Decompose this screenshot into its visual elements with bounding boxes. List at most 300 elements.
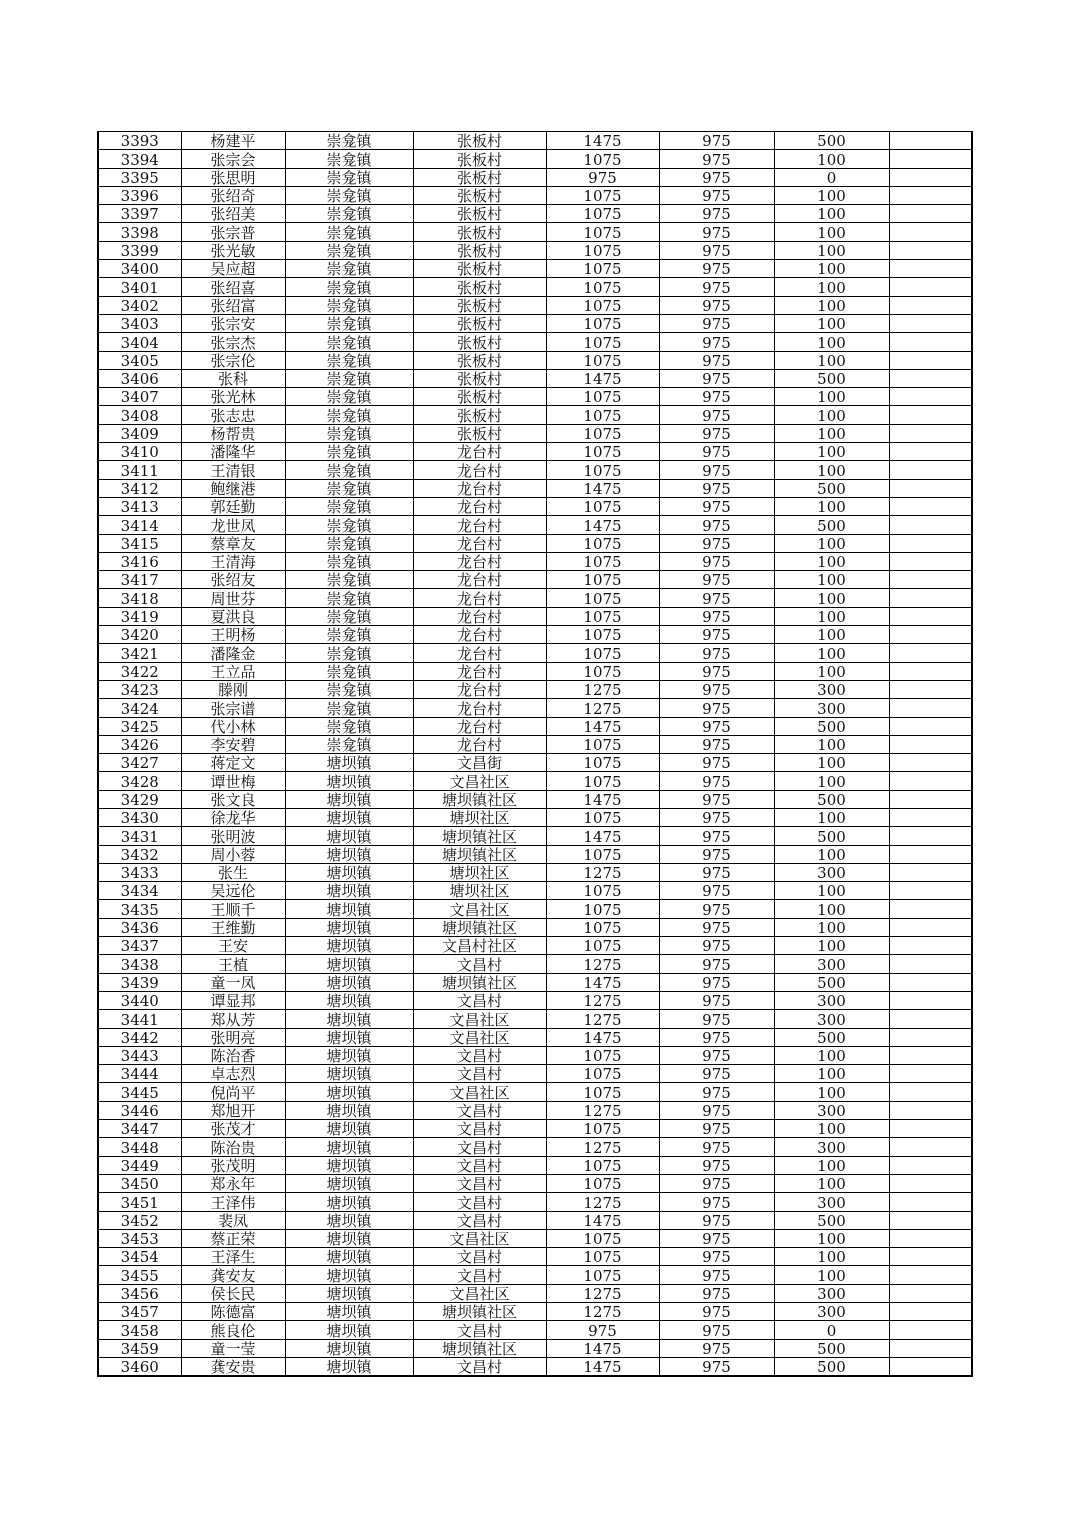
difference-cell: 100 (774, 278, 889, 296)
amount-a-cell: 1075 (546, 424, 659, 442)
table-row (98, 1193, 972, 1211)
name-cell: 谭显邦 (181, 991, 285, 1009)
difference-cell: 100 (774, 260, 889, 278)
row-number-cell: 3412 (98, 479, 181, 497)
row-number-cell: 3435 (98, 900, 181, 918)
table-row (98, 534, 972, 552)
row-number-cell: 3420 (98, 626, 181, 644)
village-cell: 塘坝社区 (413, 882, 546, 900)
difference-cell: 100 (774, 808, 889, 826)
table-row (98, 607, 972, 625)
amount-b-cell: 975 (659, 626, 774, 644)
name-cell: 郭廷勤 (181, 497, 285, 515)
table-row (98, 589, 972, 607)
remark-cell (889, 1010, 972, 1028)
amount-a-cell: 1075 (546, 223, 659, 241)
amount-a-cell: 1075 (546, 571, 659, 589)
town-cell: 崇龛镇 (285, 461, 413, 479)
remark-cell (889, 260, 972, 278)
village-cell: 塘坝镇社区 (413, 918, 546, 936)
village-cell: 文昌社区 (413, 1083, 546, 1101)
town-cell: 崇龛镇 (285, 132, 413, 150)
amount-b-cell: 975 (659, 1229, 774, 1247)
town-cell: 塘坝镇 (285, 1303, 413, 1321)
town-cell: 塘坝镇 (285, 1101, 413, 1119)
town-cell: 塘坝镇 (285, 1266, 413, 1284)
table-row (98, 1211, 972, 1229)
amount-b-cell: 975 (659, 479, 774, 497)
remark-cell (889, 333, 972, 351)
amount-b-cell: 975 (659, 827, 774, 845)
name-cell: 裴凤 (181, 1211, 285, 1229)
difference-cell: 500 (774, 1357, 889, 1376)
amount-a-cell: 1075 (546, 497, 659, 515)
amount-a-cell: 1075 (546, 186, 659, 204)
amount-a-cell: 1075 (546, 845, 659, 863)
row-number-cell: 3404 (98, 333, 181, 351)
difference-cell: 100 (774, 351, 889, 369)
amount-a-cell: 1275 (546, 1010, 659, 1028)
amount-a-cell: 1075 (546, 1065, 659, 1083)
name-cell: 王顺千 (181, 900, 285, 918)
town-cell: 塘坝镇 (285, 1229, 413, 1247)
remark-cell (889, 607, 972, 625)
remark-cell (889, 205, 972, 223)
amount-b-cell: 975 (659, 1120, 774, 1138)
name-cell: 王植 (181, 955, 285, 973)
remark-cell (889, 644, 972, 662)
village-cell: 张板村 (413, 278, 546, 296)
name-cell: 陈德富 (181, 1303, 285, 1321)
table-row (98, 1357, 972, 1376)
difference-cell: 100 (774, 571, 889, 589)
remark-cell (889, 241, 972, 259)
amount-b-cell: 975 (659, 132, 774, 150)
town-cell: 崇龛镇 (285, 699, 413, 717)
amount-b-cell: 975 (659, 808, 774, 826)
amount-b-cell: 975 (659, 918, 774, 936)
difference-cell: 100 (774, 1083, 889, 1101)
table-body (98, 132, 972, 1377)
village-cell: 张板村 (413, 333, 546, 351)
town-cell: 塘坝镇 (285, 1120, 413, 1138)
village-cell: 文昌村 (413, 1248, 546, 1266)
difference-cell: 300 (774, 863, 889, 881)
table-row (98, 223, 972, 241)
table-row (98, 973, 972, 991)
village-cell: 文昌村 (413, 1065, 546, 1083)
remark-cell (889, 351, 972, 369)
amount-a-cell: 1075 (546, 406, 659, 424)
remark-cell (889, 918, 972, 936)
amount-b-cell: 975 (659, 1284, 774, 1302)
amount-a-cell: 1475 (546, 516, 659, 534)
amount-a-cell: 1275 (546, 1193, 659, 1211)
amount-a-cell: 1075 (546, 900, 659, 918)
row-number-cell: 3452 (98, 1211, 181, 1229)
remark-cell (889, 735, 972, 753)
row-number-cell: 3401 (98, 278, 181, 296)
amount-a-cell: 1075 (546, 205, 659, 223)
town-cell: 塘坝镇 (285, 1174, 413, 1192)
row-number-cell: 3399 (98, 241, 181, 259)
village-cell: 文昌社区 (413, 772, 546, 790)
table-row (98, 571, 972, 589)
amount-b-cell: 975 (659, 1266, 774, 1284)
difference-cell: 300 (774, 991, 889, 1009)
village-cell: 龙台村 (413, 735, 546, 753)
amount-a-cell: 1475 (546, 479, 659, 497)
town-cell: 崇龛镇 (285, 516, 413, 534)
name-cell: 蔡正荣 (181, 1229, 285, 1247)
name-cell: 王立品 (181, 662, 285, 680)
village-cell: 文昌社区 (413, 1028, 546, 1046)
remark-cell (889, 1083, 972, 1101)
amount-a-cell: 1075 (546, 1156, 659, 1174)
table-row (98, 1120, 972, 1138)
remark-cell (889, 937, 972, 955)
name-cell: 王泽生 (181, 1248, 285, 1266)
remark-cell (889, 1138, 972, 1156)
amount-a-cell: 1075 (546, 1174, 659, 1192)
village-cell: 龙台村 (413, 461, 546, 479)
remark-cell (889, 973, 972, 991)
amount-a-cell: 1275 (546, 863, 659, 881)
table-row (98, 205, 972, 223)
village-cell: 张板村 (413, 168, 546, 186)
difference-cell: 500 (774, 479, 889, 497)
difference-cell: 100 (774, 150, 889, 168)
row-number-cell: 3409 (98, 424, 181, 442)
table-row (98, 333, 972, 351)
table-row (98, 937, 972, 955)
village-cell: 文昌村 (413, 1156, 546, 1174)
row-number-cell: 3455 (98, 1266, 181, 1284)
amount-a-cell: 1075 (546, 1229, 659, 1247)
row-number-cell: 3427 (98, 754, 181, 772)
table-row (98, 132, 972, 150)
amount-b-cell: 975 (659, 1083, 774, 1101)
village-cell: 张板村 (413, 241, 546, 259)
village-cell: 张板村 (413, 424, 546, 442)
difference-cell: 100 (774, 626, 889, 644)
difference-cell: 100 (774, 845, 889, 863)
village-cell: 文昌村 (413, 1138, 546, 1156)
row-number-cell: 3431 (98, 827, 181, 845)
table-row (98, 1065, 972, 1083)
name-cell: 倪尚平 (181, 1083, 285, 1101)
amount-a-cell: 1075 (546, 351, 659, 369)
village-cell: 文昌村 (413, 1321, 546, 1339)
name-cell: 龚安贵 (181, 1357, 285, 1376)
row-number-cell: 3408 (98, 406, 181, 424)
remark-cell (889, 1156, 972, 1174)
remark-cell (889, 955, 972, 973)
name-cell: 张志忠 (181, 406, 285, 424)
remark-cell (889, 406, 972, 424)
difference-cell: 100 (774, 1120, 889, 1138)
row-number-cell: 3396 (98, 186, 181, 204)
remark-cell (889, 168, 972, 186)
town-cell: 崇龛镇 (285, 223, 413, 241)
name-cell: 张光敏 (181, 241, 285, 259)
remark-cell (889, 1174, 972, 1192)
difference-cell: 100 (774, 918, 889, 936)
amount-a-cell: 1075 (546, 388, 659, 406)
amount-b-cell: 975 (659, 754, 774, 772)
village-cell: 龙台村 (413, 552, 546, 570)
name-cell: 王明杨 (181, 626, 285, 644)
row-number-cell: 3402 (98, 296, 181, 314)
remark-cell (889, 424, 972, 442)
town-cell: 塘坝镇 (285, 991, 413, 1009)
difference-cell: 500 (774, 717, 889, 735)
table-row (98, 1028, 972, 1046)
remark-cell (889, 1211, 972, 1229)
town-cell: 塘坝镇 (285, 1065, 413, 1083)
town-cell: 崇龛镇 (285, 534, 413, 552)
town-cell: 塘坝镇 (285, 790, 413, 808)
town-cell: 崇龛镇 (285, 186, 413, 204)
difference-cell: 500 (774, 790, 889, 808)
table-row (98, 1010, 972, 1028)
amount-b-cell: 975 (659, 443, 774, 461)
name-cell: 潘隆华 (181, 443, 285, 461)
remark-cell (889, 680, 972, 698)
table-row (98, 497, 972, 515)
village-cell: 龙台村 (413, 644, 546, 662)
town-cell: 崇龛镇 (285, 735, 413, 753)
difference-cell: 100 (774, 662, 889, 680)
amount-b-cell: 975 (659, 314, 774, 332)
difference-cell: 500 (774, 516, 889, 534)
amount-b-cell: 975 (659, 260, 774, 278)
town-cell: 崇龛镇 (285, 571, 413, 589)
difference-cell: 100 (774, 186, 889, 204)
amount-a-cell: 1075 (546, 808, 659, 826)
town-cell: 塘坝镇 (285, 955, 413, 973)
village-cell: 文昌村 (413, 1046, 546, 1064)
amount-b-cell: 975 (659, 1010, 774, 1028)
amount-a-cell: 1075 (546, 754, 659, 772)
village-cell: 文昌村 (413, 991, 546, 1009)
village-cell: 龙台村 (413, 443, 546, 461)
village-cell: 张板村 (413, 351, 546, 369)
table-row (98, 991, 972, 1009)
remark-cell (889, 443, 972, 461)
remark-cell (889, 278, 972, 296)
town-cell: 崇龛镇 (285, 607, 413, 625)
amount-a-cell: 1475 (546, 1339, 659, 1357)
village-cell: 龙台村 (413, 626, 546, 644)
remark-cell (889, 1229, 972, 1247)
table-row (98, 369, 972, 387)
remark-cell (889, 1028, 972, 1046)
village-cell: 张板村 (413, 369, 546, 387)
amount-a-cell: 1075 (546, 1266, 659, 1284)
row-number-cell: 3414 (98, 516, 181, 534)
amount-a-cell: 975 (546, 1321, 659, 1339)
row-number-cell: 3397 (98, 205, 181, 223)
town-cell: 崇龛镇 (285, 314, 413, 332)
row-number-cell: 3413 (98, 497, 181, 515)
village-cell: 张板村 (413, 260, 546, 278)
amount-a-cell: 1075 (546, 150, 659, 168)
amount-a-cell: 1475 (546, 132, 659, 150)
town-cell: 崇龛镇 (285, 406, 413, 424)
table-row (98, 424, 972, 442)
name-cell: 张宗普 (181, 223, 285, 241)
amount-a-cell: 1075 (546, 443, 659, 461)
amount-a-cell: 1075 (546, 662, 659, 680)
village-cell: 塘坝镇社区 (413, 1339, 546, 1357)
row-number-cell: 3453 (98, 1229, 181, 1247)
remark-cell (889, 369, 972, 387)
remark-cell (889, 1101, 972, 1119)
row-number-cell: 3405 (98, 351, 181, 369)
amount-b-cell: 975 (659, 424, 774, 442)
amount-b-cell: 975 (659, 278, 774, 296)
remark-cell (889, 863, 972, 881)
row-number-cell: 3434 (98, 882, 181, 900)
table-row (98, 1138, 972, 1156)
row-number-cell: 3428 (98, 772, 181, 790)
amount-a-cell: 1075 (546, 333, 659, 351)
difference-cell: 100 (774, 314, 889, 332)
name-cell: 吴应超 (181, 260, 285, 278)
name-cell: 滕刚 (181, 680, 285, 698)
name-cell: 徐龙华 (181, 808, 285, 826)
remark-cell (889, 1357, 972, 1376)
town-cell: 塘坝镇 (285, 845, 413, 863)
table-row (98, 1266, 972, 1284)
remark-cell (889, 150, 972, 168)
amount-a-cell: 1075 (546, 607, 659, 625)
name-cell: 张茂明 (181, 1156, 285, 1174)
table-row (98, 699, 972, 717)
village-cell: 塘坝镇社区 (413, 845, 546, 863)
town-cell: 塘坝镇 (285, 1193, 413, 1211)
village-cell: 张板村 (413, 314, 546, 332)
amount-b-cell: 975 (659, 351, 774, 369)
amount-b-cell: 975 (659, 973, 774, 991)
remark-cell (889, 900, 972, 918)
town-cell: 塘坝镇 (285, 1321, 413, 1339)
remark-cell (889, 1065, 972, 1083)
amount-a-cell: 1075 (546, 937, 659, 955)
village-cell: 文昌村社区 (413, 937, 546, 955)
village-cell: 张板村 (413, 150, 546, 168)
amount-b-cell: 975 (659, 882, 774, 900)
difference-cell: 100 (774, 205, 889, 223)
row-number-cell: 3457 (98, 1303, 181, 1321)
difference-cell: 300 (774, 1193, 889, 1211)
remark-cell (889, 296, 972, 314)
name-cell: 张绍美 (181, 205, 285, 223)
name-cell: 张茂才 (181, 1120, 285, 1138)
difference-cell: 300 (774, 1138, 889, 1156)
village-cell: 龙台村 (413, 479, 546, 497)
difference-cell: 100 (774, 1174, 889, 1192)
row-number-cell: 3443 (98, 1046, 181, 1064)
difference-cell: 100 (774, 900, 889, 918)
town-cell: 崇龛镇 (285, 168, 413, 186)
remark-cell (889, 1266, 972, 1284)
difference-cell: 300 (774, 955, 889, 973)
amount-b-cell: 975 (659, 937, 774, 955)
amount-a-cell: 1475 (546, 369, 659, 387)
amount-b-cell: 975 (659, 644, 774, 662)
town-cell: 塘坝镇 (285, 1028, 413, 1046)
village-cell: 龙台村 (413, 497, 546, 515)
village-cell: 龙台村 (413, 680, 546, 698)
town-cell: 崇龛镇 (285, 333, 413, 351)
town-cell: 塘坝镇 (285, 754, 413, 772)
difference-cell: 100 (774, 461, 889, 479)
data-table (97, 131, 973, 1377)
town-cell: 崇龛镇 (285, 497, 413, 515)
town-cell: 塘坝镇 (285, 1010, 413, 1028)
table-row (98, 644, 972, 662)
remark-cell (889, 882, 972, 900)
town-cell: 塘坝镇 (285, 973, 413, 991)
amount-b-cell: 975 (659, 900, 774, 918)
village-cell: 文昌村 (413, 1120, 546, 1138)
table-row (98, 406, 972, 424)
town-cell: 崇龛镇 (285, 150, 413, 168)
village-cell: 文昌村 (413, 1101, 546, 1119)
amount-a-cell: 1475 (546, 973, 659, 991)
row-number-cell: 3411 (98, 461, 181, 479)
table-row (98, 1303, 972, 1321)
amount-b-cell: 975 (659, 1028, 774, 1046)
amount-a-cell: 1075 (546, 314, 659, 332)
amount-b-cell: 975 (659, 1101, 774, 1119)
name-cell: 张宗杰 (181, 333, 285, 351)
village-cell: 文昌村 (413, 955, 546, 973)
table-row (98, 241, 972, 259)
row-number-cell: 3421 (98, 644, 181, 662)
name-cell: 吴远伦 (181, 882, 285, 900)
amount-b-cell: 975 (659, 369, 774, 387)
table-row (98, 461, 972, 479)
town-cell: 崇龛镇 (285, 662, 413, 680)
difference-cell: 100 (774, 1156, 889, 1174)
difference-cell: 100 (774, 552, 889, 570)
village-cell: 文昌村 (413, 1174, 546, 1192)
town-cell: 崇龛镇 (285, 644, 413, 662)
amount-b-cell: 975 (659, 223, 774, 241)
row-number-cell: 3449 (98, 1156, 181, 1174)
amount-b-cell: 975 (659, 607, 774, 625)
town-cell: 崇龛镇 (285, 680, 413, 698)
table-row (98, 1321, 972, 1339)
row-number-cell: 3423 (98, 680, 181, 698)
amount-b-cell: 975 (659, 845, 774, 863)
town-cell: 塘坝镇 (285, 772, 413, 790)
table-row (98, 1339, 972, 1357)
name-cell: 王安 (181, 937, 285, 955)
difference-cell: 100 (774, 1229, 889, 1247)
amount-b-cell: 975 (659, 991, 774, 1009)
name-cell: 郑从芳 (181, 1010, 285, 1028)
amount-a-cell: 1075 (546, 918, 659, 936)
amount-b-cell: 975 (659, 461, 774, 479)
difference-cell: 500 (774, 369, 889, 387)
difference-cell: 100 (774, 388, 889, 406)
name-cell: 张明亮 (181, 1028, 285, 1046)
village-cell: 龙台村 (413, 571, 546, 589)
